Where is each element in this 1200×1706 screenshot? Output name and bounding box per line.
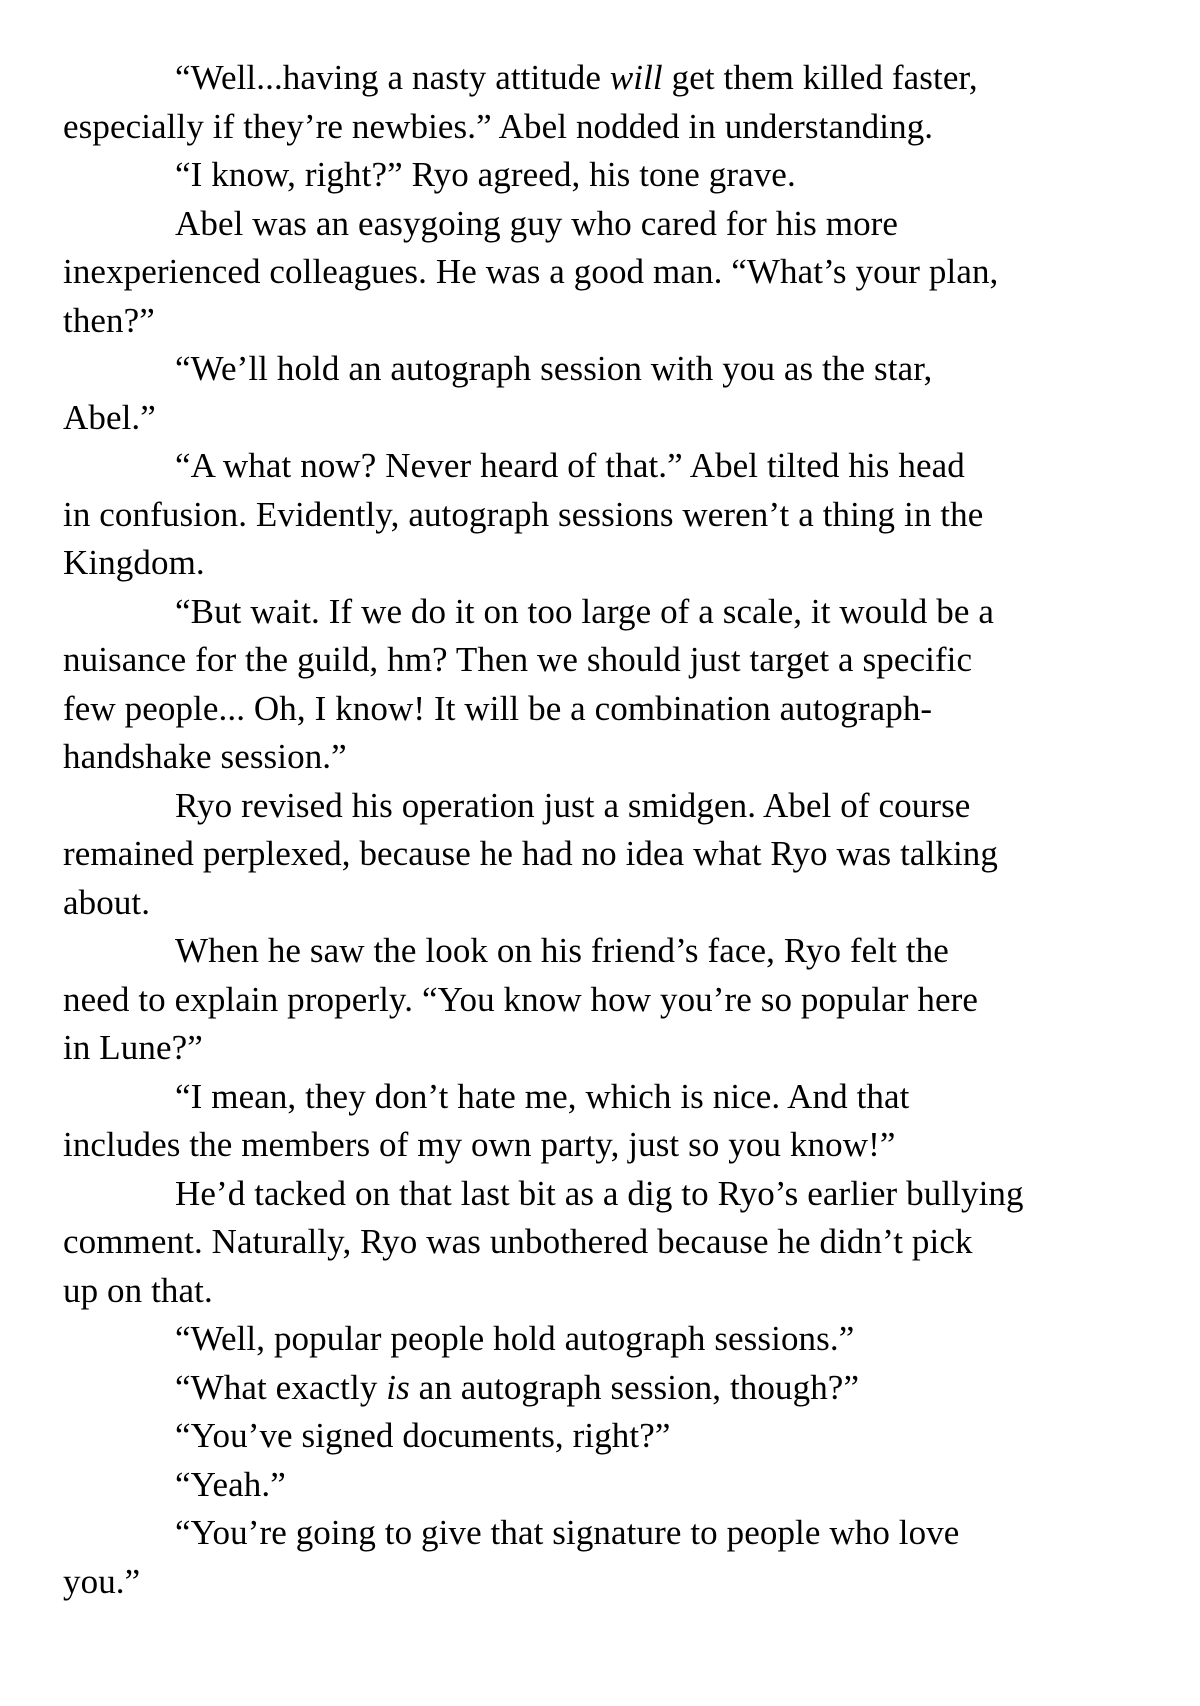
- text-line: Abel was an easygoing guy who cared for his more: [175, 203, 899, 243]
- text-line: “We’ll hold an autograph session with you as the star,: [175, 349, 933, 388]
- paragraph: [63, 927, 1142, 1073]
- text-line: “But wait. If we do it on too large of a scale, it would be a: [175, 591, 994, 631]
- paragraph: [63, 1315, 1142, 1364]
- paragraph: [63, 1461, 1142, 1510]
- italic-text: is: [386, 1367, 410, 1407]
- text-line: remained perplexed, because he had no idea what Ryo was talking: [63, 834, 998, 873]
- text-line: few people... Oh, I know! It will be a combination autograph-: [63, 688, 933, 728]
- text-line: about.: [63, 882, 151, 922]
- text-line: Kingdom.: [63, 543, 205, 582]
- text-line: in confusion. Evidently, autograph sessions weren’t a thing in the: [63, 494, 984, 534]
- text-line: “A what now? Never heard of that.” Abel tilted his head: [175, 446, 965, 485]
- text-line: “Well, popular people hold autograph sessions.”: [175, 1319, 855, 1358]
- text-line: “I mean, they don’t hate me, which is nice. And that: [175, 1076, 910, 1116]
- text-line: need to explain properly. “You know how you’re so popular here: [63, 979, 979, 1019]
- text-line: “Well...having a nasty attitude will get them killed faster,: [175, 58, 978, 97]
- paragraph: [63, 782, 1142, 928]
- text-line: inexperienced colleagues. He was a good man. “What’s your plan,: [63, 252, 999, 291]
- text-line: you.”: [63, 1561, 141, 1601]
- text-line: Abel.”: [63, 397, 156, 437]
- text-line: especially if they’re newbies.” Abel nodded in understanding.: [63, 106, 934, 146]
- paragraph: [63, 1364, 1142, 1413]
- text-line: includes the members of my own party, just so you know!”: [63, 1125, 896, 1164]
- paragraph: [63, 200, 1142, 346]
- paragraph: [63, 1073, 1142, 1170]
- paragraph: [63, 588, 1142, 782]
- paragraph: [63, 1412, 1142, 1461]
- text-line: “I know, right?” Ryo agreed, his tone grave.: [175, 155, 796, 194]
- paragraph: [63, 442, 1142, 588]
- text-line: up on that.: [63, 1270, 213, 1310]
- text-line: Ryo revised his operation just a smidgen. Abel of course: [175, 785, 971, 825]
- text-line: nuisance for the guild, hm? Then we should just target a specific: [63, 640, 973, 679]
- text-line: “Yeah.”: [175, 1464, 286, 1504]
- text-line: “What exactly is an autograph session, though?”: [175, 1367, 860, 1407]
- text-line: When he saw the look on his friend’s face, Ryo felt the: [175, 931, 949, 970]
- paragraph: [63, 1509, 1142, 1606]
- text-line: He’d tacked on that last bit as a dig to Ryo’s earlier bullying: [175, 1173, 1024, 1213]
- italic-text: will: [609, 58, 663, 97]
- text-line: handshake session.”: [63, 737, 347, 776]
- paragraph: [63, 54, 1142, 151]
- text-line: “You’re going to give that signature to people who love: [175, 1513, 960, 1552]
- text-line: “You’ve signed documents, right?”: [175, 1416, 671, 1455]
- paragraph: [63, 1170, 1142, 1316]
- paragraph: [63, 151, 1142, 200]
- text-line: in Lune?”: [63, 1028, 203, 1067]
- text-line: then?”: [63, 300, 155, 340]
- text-line: comment. Naturally, Ryo was unbothered because he didn’t pick: [63, 1222, 973, 1261]
- paragraph: [63, 345, 1142, 442]
